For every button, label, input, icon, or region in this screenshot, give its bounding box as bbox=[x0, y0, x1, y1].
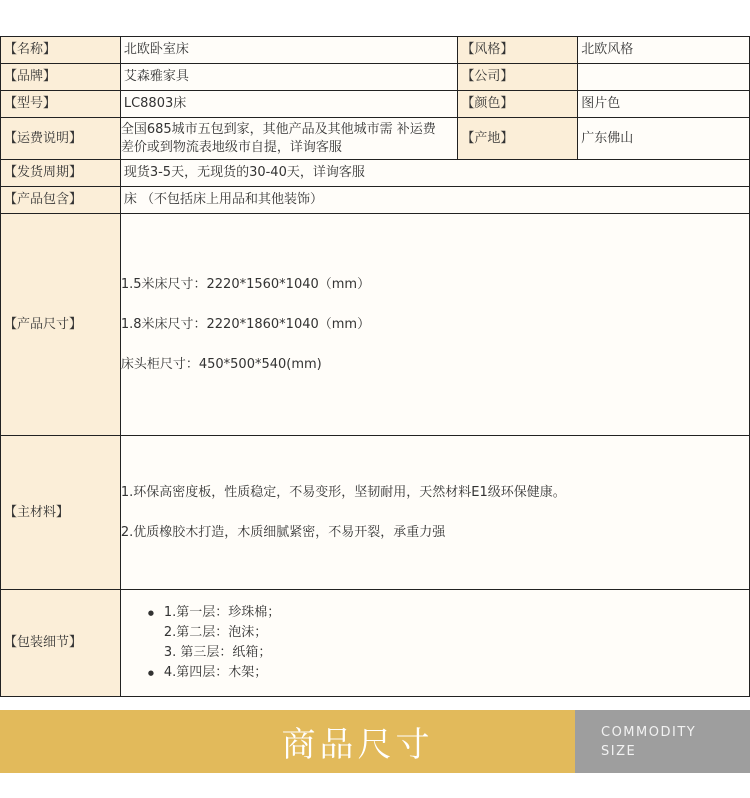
size-label: 【产品尺寸】 bbox=[1, 214, 121, 435]
row-name bbox=[1, 37, 750, 64]
company-value bbox=[578, 64, 750, 90]
section-banner bbox=[0, 710, 750, 773]
delivery-value: 现货3-5天，无现货的30-40天，详询客服 bbox=[121, 160, 750, 186]
packing-item: ● 1.第一层：珍珠棉； bbox=[164, 603, 280, 623]
brand-label: 【品牌】 bbox=[1, 64, 121, 90]
origin-label: 【产地】 bbox=[458, 118, 578, 159]
shipping-value bbox=[121, 118, 459, 159]
row-model bbox=[1, 91, 750, 118]
material-label: 【主材料】 bbox=[1, 436, 121, 589]
model-label: 【型号】 bbox=[1, 91, 121, 117]
origin-value: 广东佛山 bbox=[578, 118, 750, 159]
brand-value: 艾森雅家具 bbox=[121, 64, 459, 90]
row-packing bbox=[1, 590, 750, 697]
banner-english-line-1: COMMODITY bbox=[601, 724, 697, 740]
size-line: 床头柜尺寸：450*500*540(mm) bbox=[120, 356, 322, 372]
size-value bbox=[121, 214, 750, 435]
packing-item: ● 4.第四层：木架； bbox=[164, 663, 280, 683]
packing-value bbox=[121, 590, 750, 696]
product-spec-table bbox=[0, 36, 750, 697]
row-contents bbox=[1, 187, 750, 214]
material-line: 2.优质橡胶木打造，木质细腻紧密，不易开裂，承重力强 bbox=[120, 524, 446, 540]
packing-label: 【包装细节】 bbox=[1, 590, 121, 696]
packing-item: 2.第二层：泡沫； bbox=[163, 625, 268, 640]
color-label: 【颜色】 bbox=[458, 91, 578, 117]
shipping-line-2: 差价或到物流表地级市自提，详询客服 bbox=[120, 139, 342, 155]
packing-list bbox=[124, 603, 280, 683]
row-delivery bbox=[1, 160, 750, 187]
material-line: 1.环保高密度板，性质稳定，不易变形，坚韧耐用，天然材料E1级环保健康。 bbox=[120, 484, 566, 500]
name-label: 【名称】 bbox=[1, 37, 121, 63]
color-value: 图片色 bbox=[578, 91, 750, 117]
row-size bbox=[1, 214, 750, 436]
banner-title: 商品尺寸 bbox=[0, 710, 575, 773]
row-shipping bbox=[1, 118, 750, 160]
size-line: 1.5米床尺寸：2220*1560*1040（mm） bbox=[120, 276, 371, 292]
size-line: 1.8米床尺寸：2220*1860*1040（mm） bbox=[120, 316, 371, 332]
packing-item: 3. 第三层：纸箱； bbox=[163, 645, 272, 660]
company-label: 【公司】 bbox=[458, 64, 578, 90]
delivery-label: 【发货周期】 bbox=[1, 160, 121, 186]
name-value: 北欧卧室床 bbox=[121, 37, 459, 63]
banner-english bbox=[575, 710, 750, 773]
contents-value: 床 （不包括床上用品和其他装饰） bbox=[121, 187, 750, 213]
model-value: LC8803床 bbox=[121, 91, 459, 117]
style-label: 【风格】 bbox=[458, 37, 578, 63]
style-value: 北欧风格 bbox=[578, 37, 750, 63]
contents-label: 【产品包含】 bbox=[1, 187, 121, 213]
row-material bbox=[1, 436, 750, 590]
shipping-line-1: 全国685城市五包到家，其他产品及其他城市需 补运费 bbox=[120, 121, 436, 137]
material-value bbox=[121, 436, 750, 589]
shipping-label: 【运费说明】 bbox=[1, 118, 121, 159]
banner-english-line-2: SIZE bbox=[601, 743, 637, 759]
row-brand bbox=[1, 64, 750, 91]
